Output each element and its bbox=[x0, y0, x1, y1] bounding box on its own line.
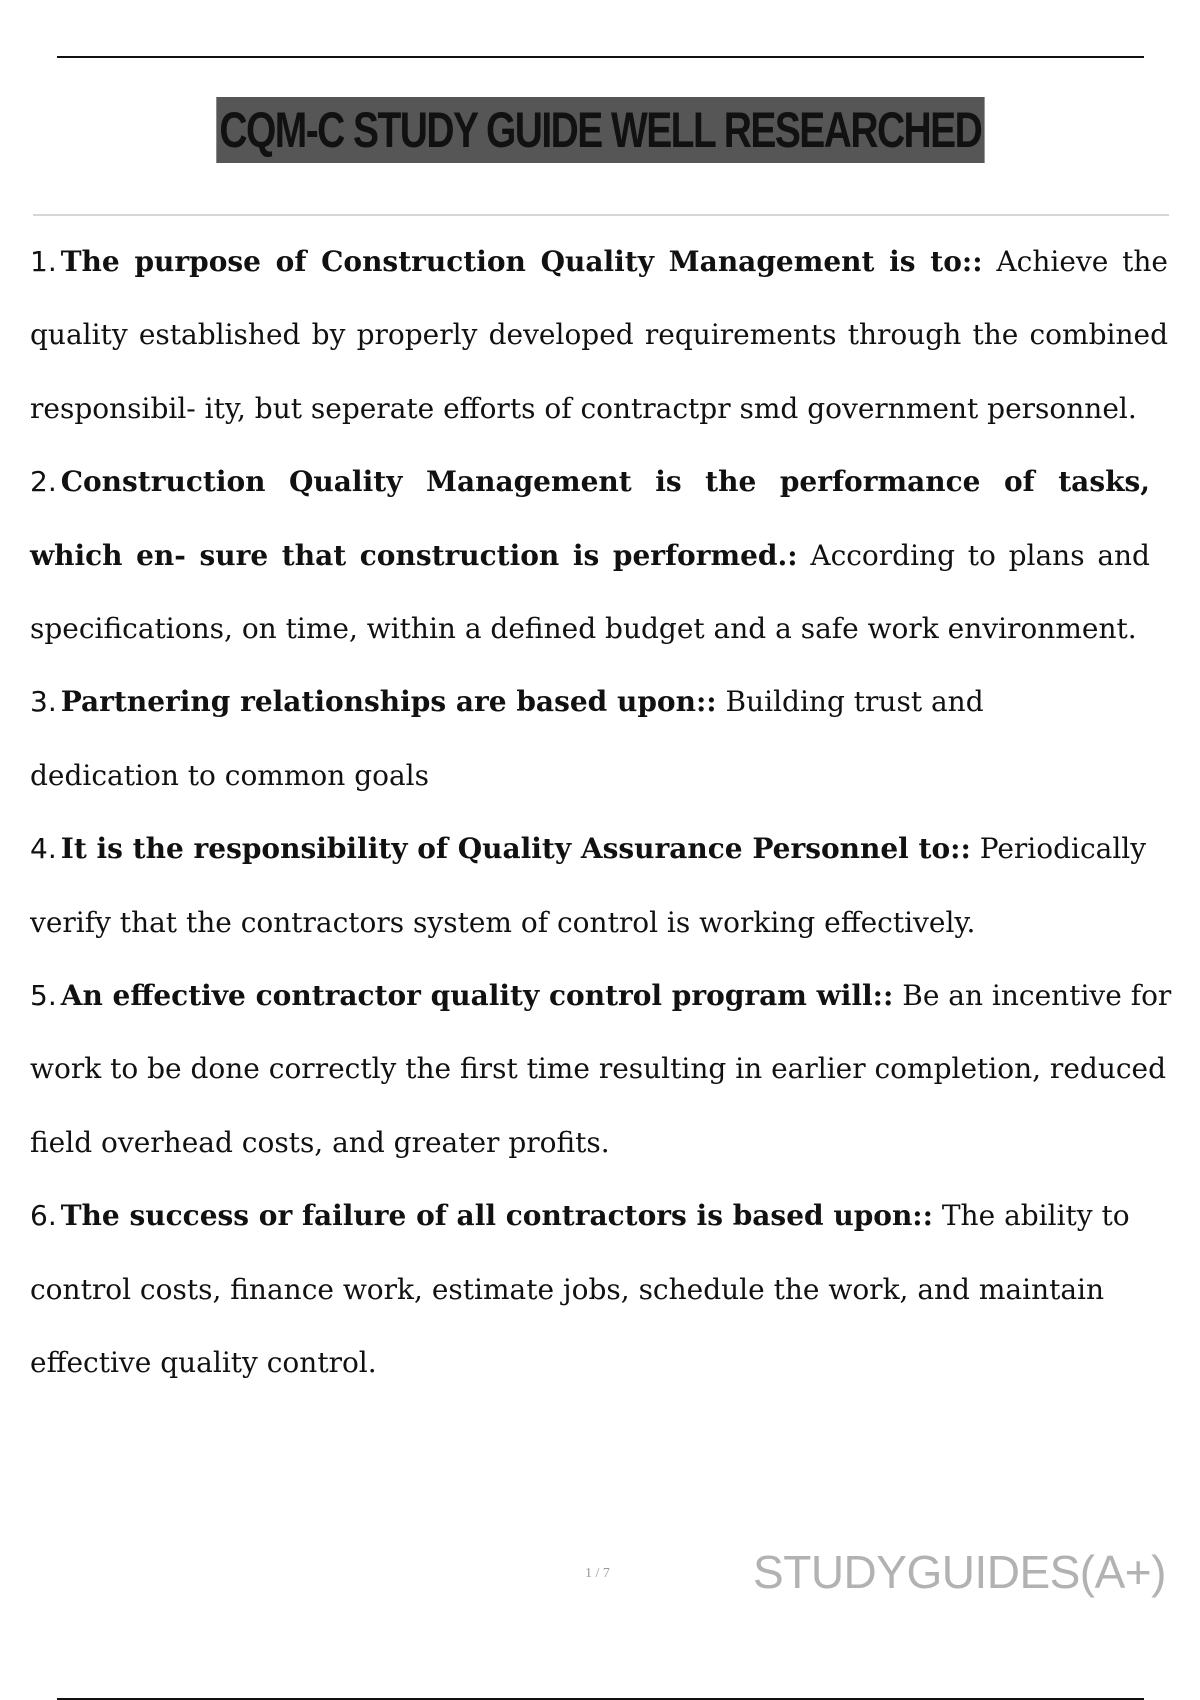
list-item bbox=[30, 959, 1172, 1179]
watermark: STUDYGUIDES(A+) bbox=[753, 1546, 1166, 1598]
item-answer: Be an incentive for work to be done correctly the first time resulting in earlier completion, reduced field overhead costs, and greater profits. bbox=[30, 979, 1172, 1159]
top-rule bbox=[57, 56, 1144, 58]
item-answer: Achieve the quality established by properly developed requirements through the combined responsibil- ity, but seperate efforts of contractpr smd government personnel. bbox=[30, 245, 1168, 425]
page-title: CQM-C STUDY GUIDE WELL RESEARCHED bbox=[216, 97, 984, 163]
title-divider bbox=[33, 214, 1169, 216]
item-question: Construction Quality Management is the performance of tasks, which en- sure that construction is performed.: bbox=[30, 465, 1150, 572]
list-item bbox=[30, 445, 1150, 665]
item-number: 5. bbox=[30, 979, 57, 1013]
list-item bbox=[30, 665, 1020, 812]
item-question: Partnering relationships are based upon:: bbox=[60, 685, 717, 719]
item-question: It is the responsibility of Quality Assurance Personnel to:: bbox=[60, 832, 971, 866]
item-number: 3. bbox=[30, 685, 57, 719]
item-answer: Building trust and dedication to common goals bbox=[30, 685, 984, 792]
item-number: 4. bbox=[30, 832, 57, 866]
item-number: 6. bbox=[30, 1199, 57, 1233]
page-number: 1 / 7 bbox=[585, 1566, 610, 1581]
item-question: The purpose of Construction Quality Management is to:: bbox=[60, 245, 983, 278]
item-question: The success or failure of all contractors is based upon:: bbox=[60, 1199, 933, 1233]
list-item bbox=[30, 812, 1172, 959]
item-answer: The ability to control costs, finance work, estimate jobs, schedule the work, and maintain effective quality control. bbox=[30, 1199, 1130, 1380]
item-number: 2. bbox=[30, 465, 57, 499]
item-answer: Periodically verify that the contractors system of control is working effectively. bbox=[30, 832, 1147, 939]
item-question: An effective contractor quality control program will:: bbox=[60, 979, 894, 1013]
list-item bbox=[30, 225, 1168, 445]
item-answer: According to plans and specifications, on time, within a defined budget and a safe work environment. bbox=[30, 538, 1150, 646]
study-guide-content bbox=[30, 225, 1172, 1400]
item-number: 1. bbox=[30, 245, 57, 278]
list-item bbox=[30, 1179, 1172, 1399]
title-banner bbox=[0, 97, 1200, 163]
